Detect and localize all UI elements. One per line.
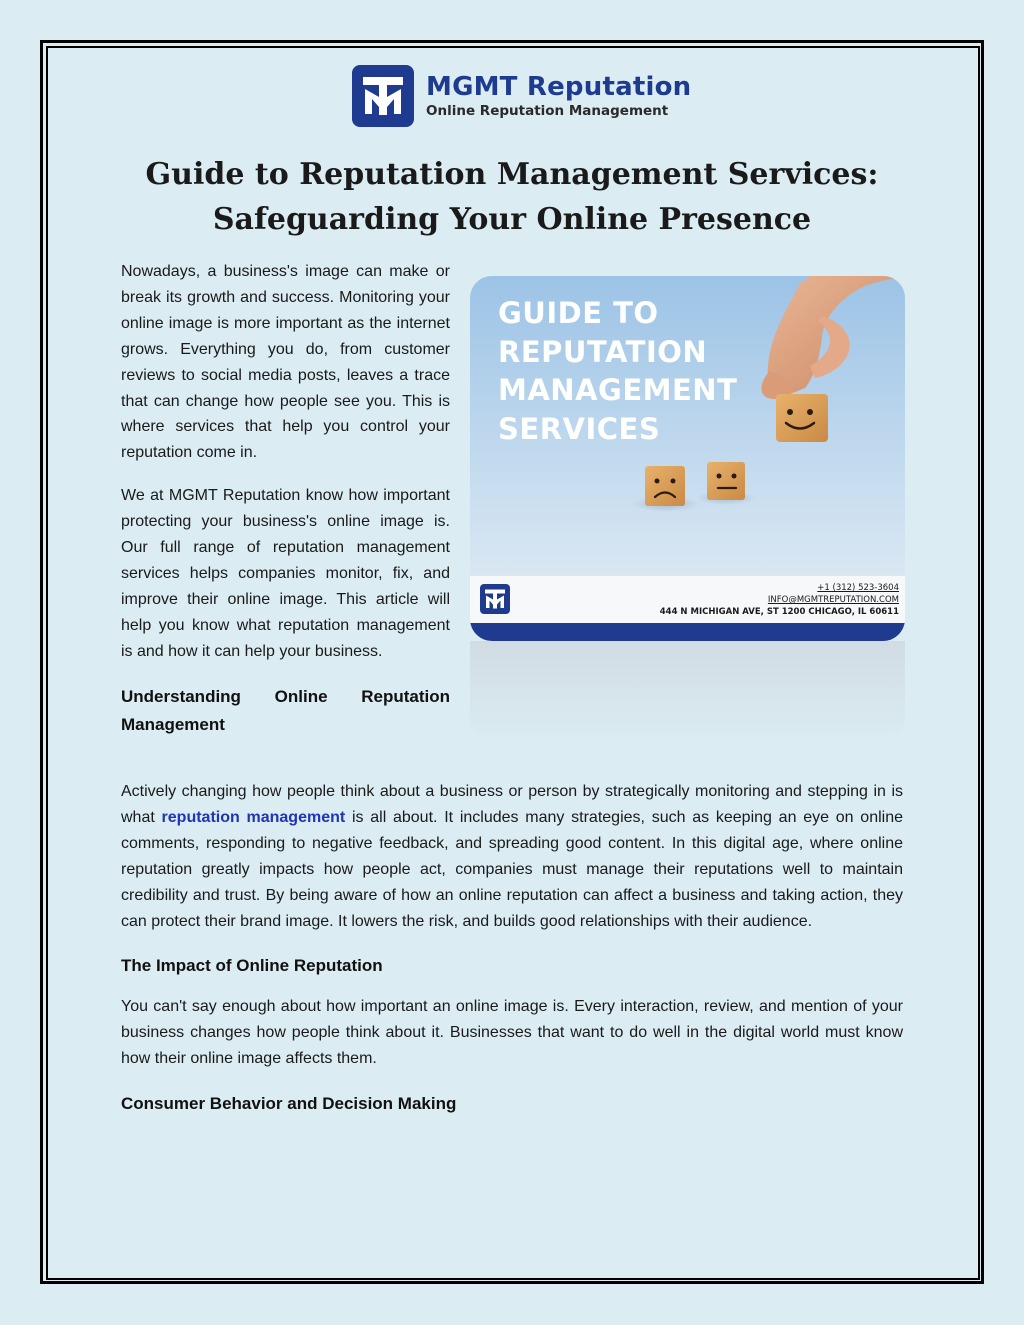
intro-paragraph-1: Nowadays, a business's image can make or break its growth and success. Monitoring your online image is more important as the internet grows. Everything you do, from customer reviews to social media posts, leaves a trace that can change how people see you. This is where services that help you control your reputation come in. (121, 263, 450, 462)
contact-address: 444 N MICHIGAN AVE, ST 1200 CHICAGO, IL 60611 (659, 607, 899, 617)
logo-tagline: Online Reputation Management (426, 103, 669, 119)
understanding-text-end: is all about. It includes many strategies, such as keeping an eye on online comments, responding to negative feedback, and spreading good content. In this digital age, where online reputation greatly impacts how people act, companies must manage their reputations well to maintain credibility and trust. By being aware of how an online reputation can affect a business and taking action, they can protect their brand image. It lowers the risk, and builds good relationships with their audience. (121, 808, 903, 930)
understanding-paragraph (121, 779, 903, 934)
contact-email: INFO@MGMTREPUTATION.COM (767, 595, 899, 605)
heading-impact: The Impact of Online Reputation (121, 956, 383, 976)
hero-line-3: MANAGEMENT (498, 373, 738, 407)
hero-image (470, 276, 905, 641)
hero-line-1: GUIDE TO (498, 296, 659, 330)
hero-line-4: SERVICES (498, 411, 661, 446)
page-title (110, 152, 914, 242)
understanding-text-start: Actively changing how people think about a business or person by strategically monitoring and stepping in is what (121, 783, 903, 826)
heading-understanding: Understanding Online Reputation Management (121, 686, 450, 734)
title-line-1: Guide to Reputation Management Services: (145, 157, 879, 192)
intro-column (121, 259, 450, 739)
band-logo-icon (480, 584, 510, 614)
logo-name: MGMT Reputation (426, 72, 692, 102)
title-line-2: Safeguarding Your Online Presence (212, 202, 812, 237)
hero-line-2: REPUTATION (498, 334, 708, 369)
contact-band (470, 576, 905, 623)
contact-phone: +1 (312) 523-3604 (817, 583, 899, 593)
brand-logo (352, 64, 691, 128)
heading-consumer-behavior: Consumer Behavior and Decision Making (121, 1094, 457, 1114)
impact-paragraph: You can't say enough about how important an online image is. Every interaction, review, and mention of your business changes how people think about it. Businesses that want to do well in the digital world must know how their online image affects them. (121, 998, 903, 1068)
hero-reflection (470, 641, 905, 741)
logo-mark-icon (352, 65, 414, 127)
hand-with-cubes-illustration (470, 276, 905, 576)
main-content (121, 779, 903, 1132)
reputation-management-link[interactable]: reputation management (161, 808, 346, 826)
intro-paragraph-2: We at MGMT Reputation know how important protecting your business's online image is. Our full range of reputation management services helps companies monitor, fix, and improve their online image. This article will help you know what reputation management is and how it can help your business. (121, 487, 450, 660)
hero-footer-strip (470, 623, 905, 641)
